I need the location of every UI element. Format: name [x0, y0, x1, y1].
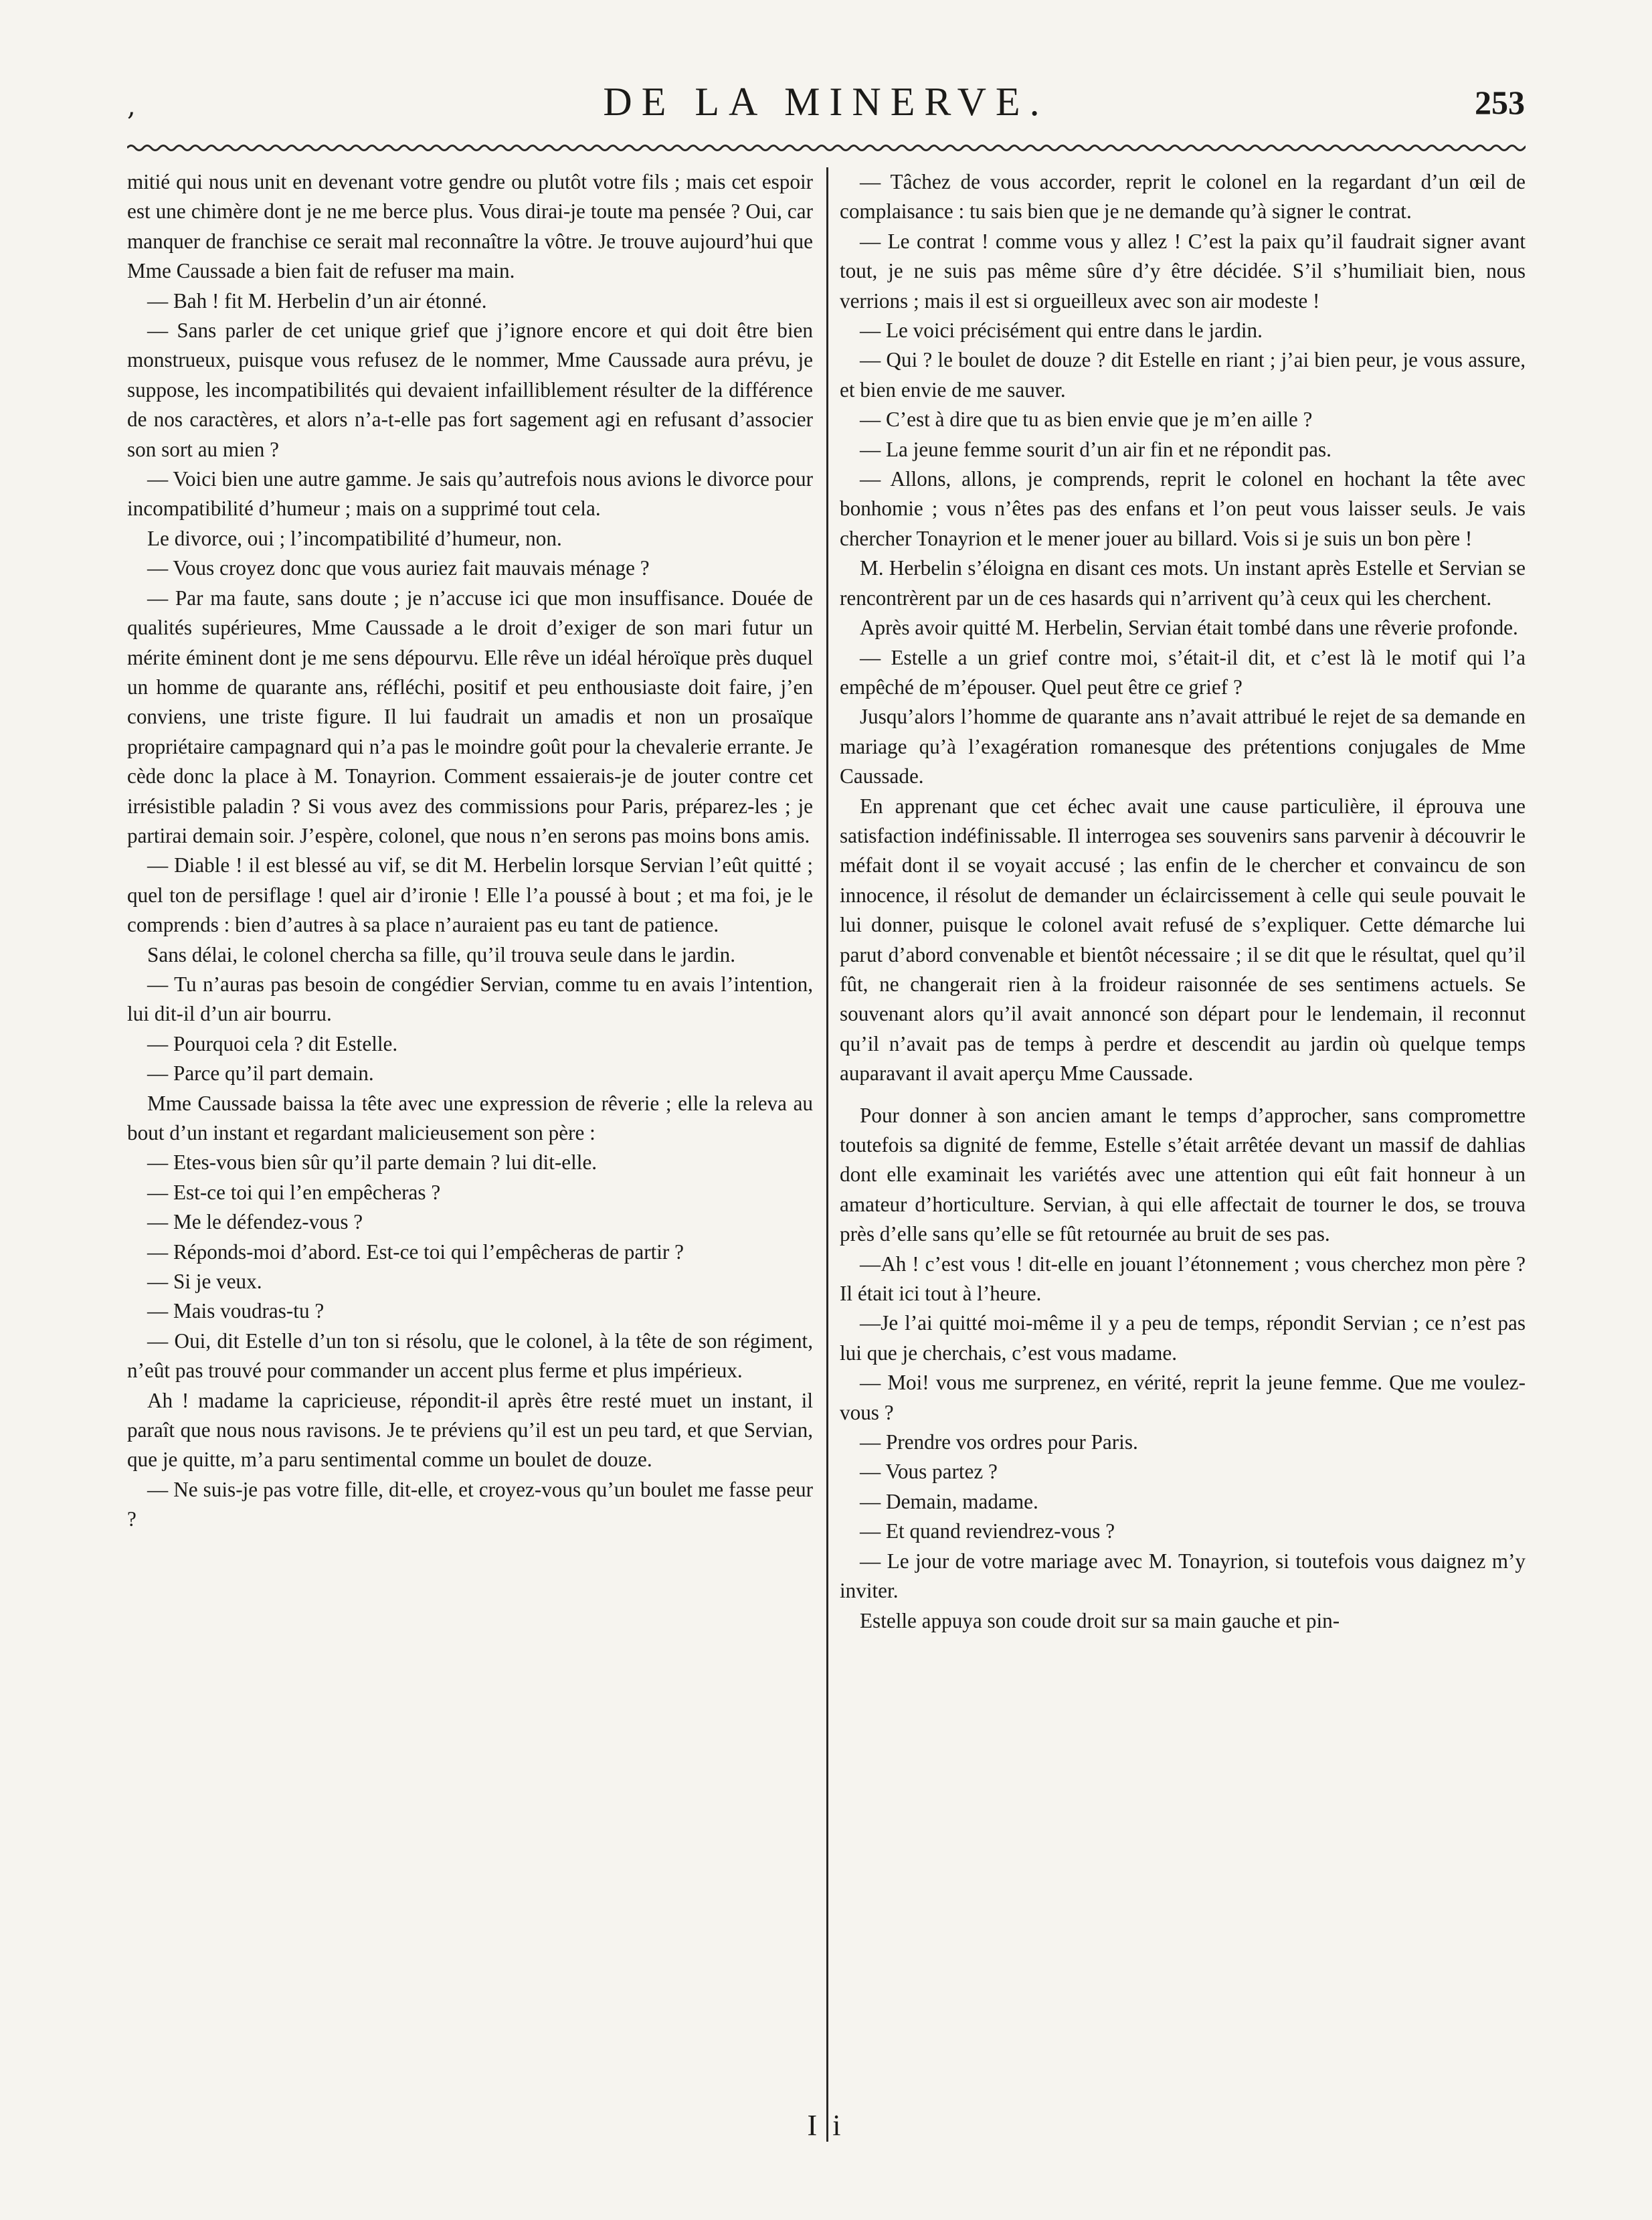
paragraph: Après avoir quitté M. Herbelin, Servian était tombé dans une rêverie profonde. — [860, 616, 1518, 640]
paragraph: M. Herbelin s’éloigna en disant ces mots. Un instant après Estelle et Servian se rencontrèrent par un de ces hasards qui n’arrivent qu’à ceux qui les cherchent. — [840, 556, 1526, 610]
paragraph: En apprenant que cet échec avait une cause particulière, il éprouva une satisfaction indéfinissable. Il interrogea ses souvenirs sans parvenir à découvrir le méfait dont il se voyait accusé ; las enfin de le chercher et convaincu de son innocence, il résolut de demander un éclaircissement à celle qui seule pouvait le lui donner, puisque le colonel avait refusé de s’expliquer. Cette démarche lui parut d’abord convenable et bientôt nécessaire ; il se dit que le résultat, quel qu’il fût, ne changerait rien à la froideur raisonnée de ses sentimens actuels. Se souvenant alors qu’il avait annoncé son départ pour le lendemain, il reconnut qu’il n’avait pas de temps à perdre et descendit au jardin où quelque temps auparavant il avait aperçu Mme Caussade. — [840, 794, 1526, 1086]
left-column — [127, 167, 813, 1535]
paragraph: — Etes-vous bien sûr qu’il parte demain ? lui dit-elle. — [147, 1150, 598, 1175]
running-title: DE LA MINERVE. — [603, 80, 1049, 124]
paragraph: — Ne suis-je pas votre fille, dit-elle, et croyez-vous qu’un boulet me fasse peur ? — [127, 1477, 813, 1531]
paragraph: — Moi! vous me surprenez, en vérité, reprit la jeune femme. Que me voulez-vous ? — [840, 1371, 1526, 1424]
paragraph: — Bah ! fit M. Herbelin d’un air étonné. — [147, 288, 487, 313]
paragraph: — Demain, madame. — [860, 1489, 1038, 1513]
column-divider — [826, 167, 828, 2142]
paragraph: — Voici bien une autre gamme. Je sais qu’autrefois nous avions le divorce pour incompatibilité d’humeur ; mais on a supprimé tout cela. — [127, 467, 813, 521]
paragraph: — Parce qu’il part demain. — [147, 1061, 374, 1086]
paragraph: Estelle appuya son coude droit sur sa main gauche et pin- — [860, 1608, 1340, 1632]
paragraph: — C’est à dire que tu as bien envie que je m’en aille ? — [860, 408, 1313, 432]
paragraph: — Allons, allons, je comprends, reprit le colonel en hochant la tête avec bonhomie ; vous n’êtes pas des enfans et l’on peut vous laisser seuls. Je vais chercher Tonayrion et le mener jouer au billard. Vois si je suis un bon père ! — [840, 467, 1526, 550]
paragraph: Jusqu’alors l’homme de quarante ans n’avait attribué le rejet de sa demande en mariage qu’à l’exagération romanesque des prétentions conjugales de Mme Caussade. — [840, 705, 1526, 788]
paragraph: — Est-ce toi qui l’en empêcheras ? — [147, 1180, 441, 1204]
paragraph: Sans délai, le colonel chercha sa fille, qu’il trouva seule dans le jardin. — [147, 942, 736, 966]
paragraph: — Tâchez de vous accorder, reprit le colonel en la regardant d’un œil de complaisance : tu sais bien que je ne demande qu’à signer le contrat. — [840, 170, 1526, 224]
paragraph: — Pourquoi cela ? dit Estelle. — [147, 1031, 398, 1055]
signature-mark: I i — [807, 2109, 845, 2142]
header-mark: , — [127, 91, 136, 122]
paragraph: Pour donner à son ancien amant le temps d’approcher, sans compromettre toutefois sa dignité de femme, Estelle s’était arrêtée devant un massif de dahlias dont elle examinait les variétés avec une attention qui eût fait honneur à un amateur d’horticulture. Servian, à qui elle affectait de tourner le dos, se trouva près d’elle sans qu’elle se fût retournée au bruit de ses pas. — [840, 1103, 1526, 1246]
paragraph: — Tu n’auras pas besoin de congédier Servian, comme tu en avais l’intention, lui dit-il d’un air bourru. — [127, 972, 813, 1026]
paragraph: Le divorce, oui ; l’incompatibilité d’humeur, non. — [147, 526, 562, 550]
running-header — [127, 79, 1525, 139]
paragraph: — Et quand reviendrez-vous ? — [860, 1519, 1115, 1543]
paragraph: — Réponds-moi d’abord. Est-ce toi qui l’empêcheras de partir ? — [147, 1240, 684, 1264]
paragraph: — Oui, dit Estelle d’un ton si résolu, que le colonel, à la tête de son régiment, n’eût pas trouvé pour commander un accent plus ferme et plus impérieux. — [127, 1329, 813, 1383]
right-column — [840, 167, 1526, 1636]
paragraph: — Vous partez ? — [860, 1460, 998, 1484]
paragraph: — Qui ? le boulet de douze ? dit Estelle en riant ; j’ai bien peur, je vous assure, et bien envie de me sauver. — [840, 348, 1526, 402]
paragraph: —Ah ! c’est vous ! dit-elle en jouant l’étonnement ; vous cherchez mon père ? Il était ici tout à l’heure. — [840, 1252, 1526, 1306]
paragraph: — Sans parler de cet unique grief que j’ignore encore et qui doit être bien monstrueux, puisque vous refusez de le nommer, Mme Caussade aura prévu, je suppose, les incompatibilités qui devaient infailliblement résulter de la différence de nos caractères, et alors n’a-t-elle pas fort sagement agi en refusant d’associer son sort au mien ? — [127, 319, 813, 461]
paragraph: mitié qui nous unit en devenant votre gendre ou plutôt votre fils ; mais cet espoir est une chimère dont je ne me berce plus. Vous dirai-je toute ma pensée ? Oui, car manquer de franchise ce serait mal reconnaître la vôtre. Je trouve aujourd’hui que Mme Caussade a bien fait de refuser ma main. — [127, 170, 813, 283]
paragraph: — Le jour de votre mariage avec M. Tonayrion, si toutefois vous daignez m’y inviter. — [840, 1549, 1526, 1603]
header-rule — [127, 142, 1526, 154]
paragraph: — Par ma faute, sans doute ; je n’accuse ici que mon insuffisance. Douée de qualités supérieures, Mme Caussade a le droit d’exiger de son mari futur un mérite éminent dont je me sens dépourvu. Elle rêve un idéal héroïque près duquel un homme de quarante ans, réfléchi, positif et peu enthousiaste doit faire, j’en conviens, une triste figure. Il lui faudrait un amadis et non un prosaïque propriétaire campagnard qui n’a pas le moindre goût pour la chevalerie errante. Je cède donc la place à M. Tonayrion. Comment essaierais-je de jouter contre cet irrésistible paladin ? Si vous avez des commissions pour Paris, préparez-les ; je partirai demain soir. J’espère, colonel, que nous n’en serons pas moins bons amis. — [127, 586, 813, 847]
paragraph: Mme Caussade baissa la tête avec une expression de rêverie ; elle la releva au bout d’un instant et regardant malicieusement son père : — [127, 1091, 813, 1144]
paragraph: Ah ! madame la capricieuse, répondit-il après être resté muet un instant, il paraît que nous nous ravisons. Je te préviens qu’il est un peu tard, et que Servian, que je quitte, m’a paru sentimental comme un boulet de douze. — [127, 1388, 813, 1472]
paragraph: — Me le défendez-vous ? — [147, 1210, 363, 1234]
paragraph: —Je l’ai quitté moi-même il y a peu de temps, répondit Servian ; ce n’est pas lui que je cherchais, c’est vous madame. — [840, 1311, 1526, 1365]
paragraph: — Le voici précisément qui entre dans le jardin. — [860, 319, 1263, 343]
paragraph: — Vous croyez donc que vous auriez fait mauvais ménage ? — [147, 556, 650, 580]
paragraph: — Le contrat ! comme vous y allez ! C’est la paix qu’il faudrait signer avant tout, je ne suis pas même sûre d’y être décidée. S’il s’humiliait bien, nous verrions ; mais il est si orgueilleux avec son air modeste ! — [840, 229, 1526, 313]
paragraph: — Mais voudras-tu ? — [147, 1299, 325, 1323]
paragraph: — Diable ! il est blessé au vif, se dit M. Herbelin lorsque Servian l’eût quitté ; quel ton de persiflage ! quel air d’ironie ! Elle l’a poussé à bout ; et ma foi, je le comprends : bien d’autres à sa place n’auraient pas eu tant de patience. — [127, 853, 813, 937]
page-number: 253 — [1475, 84, 1525, 121]
paragraph: — Estelle a un grief contre moi, s’était-il dit, et c’est là le motif qui l’a empêché de m’épouser. Quel peut être ce grief ? — [840, 645, 1526, 699]
paragraph: — Si je veux. — [147, 1270, 262, 1294]
paragraph: — Prendre vos ordres pour Paris. — [860, 1430, 1138, 1454]
paragraph: — La jeune femme sourit d’un air fin et ne répondit pas. — [860, 437, 1332, 461]
